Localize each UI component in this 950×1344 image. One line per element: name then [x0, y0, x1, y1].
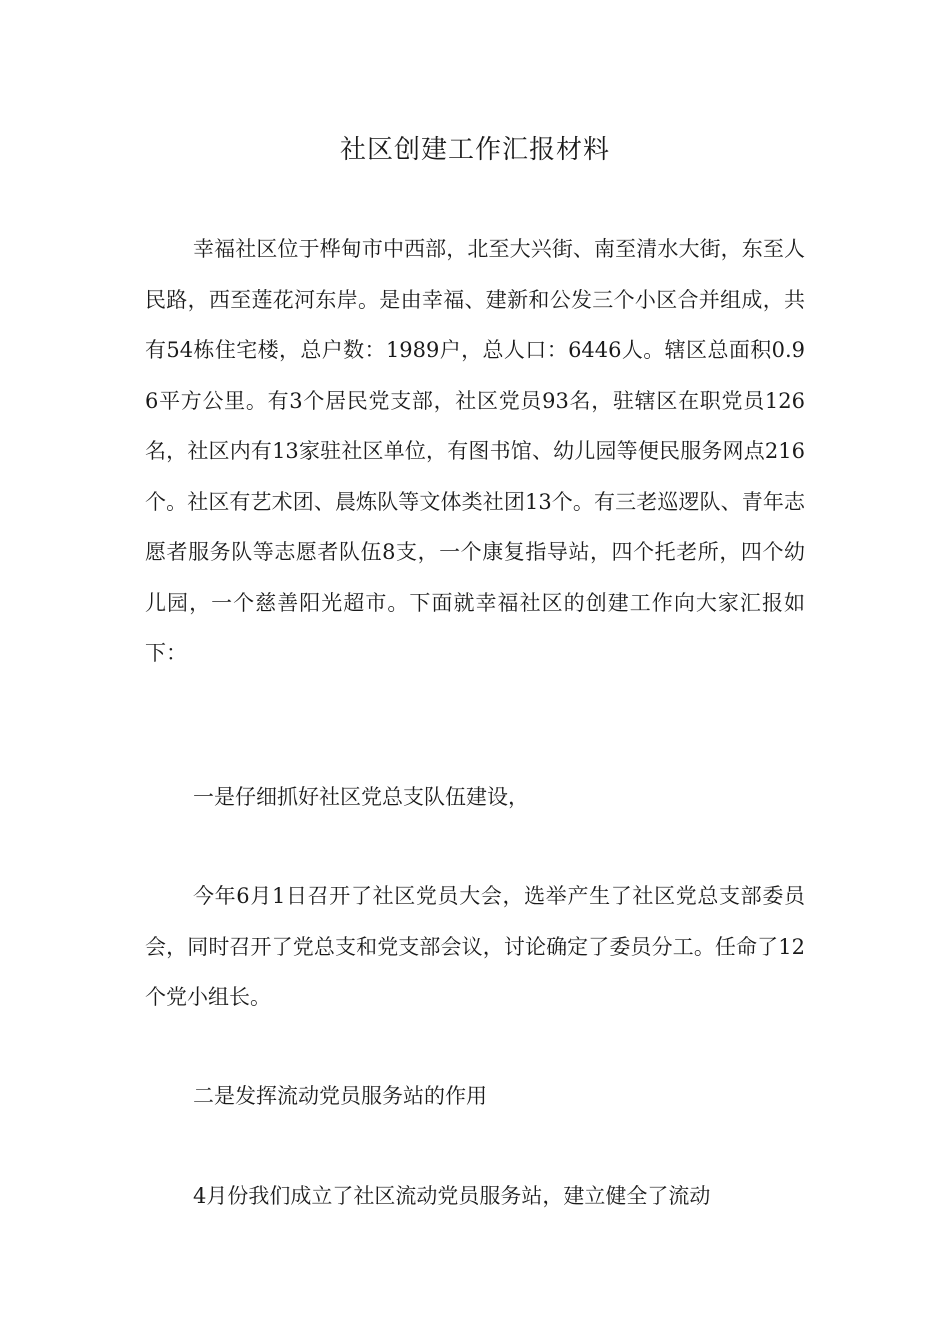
section-heading-2: 二是发挥流动党员服务站的作用 [193, 1084, 487, 1108]
section-heading-1: 一是仔细抓好社区党总支队伍建设， [193, 785, 529, 809]
paragraph-section-2: 4月份我们成立了社区流动党员服务站，建立健全了流动 [193, 1184, 711, 1208]
paragraph-section-1: 今年6月1日召开了社区党员大会，选举产生了社区党总支部委员会，同时召开了党总支和党支部会议，讨论确定了委员分工。任命了12个党小组长。 [145, 884, 805, 1009]
paragraph-intro: 幸福社区位于桦甸市中西部，北至大兴街、南至清水大街，东至人民路，西至莲花河东岸。是由幸福、建新和公发三个小区合并组成，共有54栋住宅楼，总户数：1989户，总人口：6446人。辖区总面积0.96平方公里。有3个居民党支部，社区党员93名，驻辖区在职党员126名，社区内有13家驻社区单位，有图书馆、幼儿园等便民服务网点216个。社区有艺术团、晨炼队等文体类社团13个。有三老巡逻队、青年志愿者服务队等志愿者队伍8支，一个康复指导站，四个托老所，四个幼儿园，一个慈善阳光超市。下面就幸福社区的创建工作向大家汇报如下： [145, 237, 805, 665]
document-title: 社区创建工作汇报材料 [339, 135, 610, 165]
